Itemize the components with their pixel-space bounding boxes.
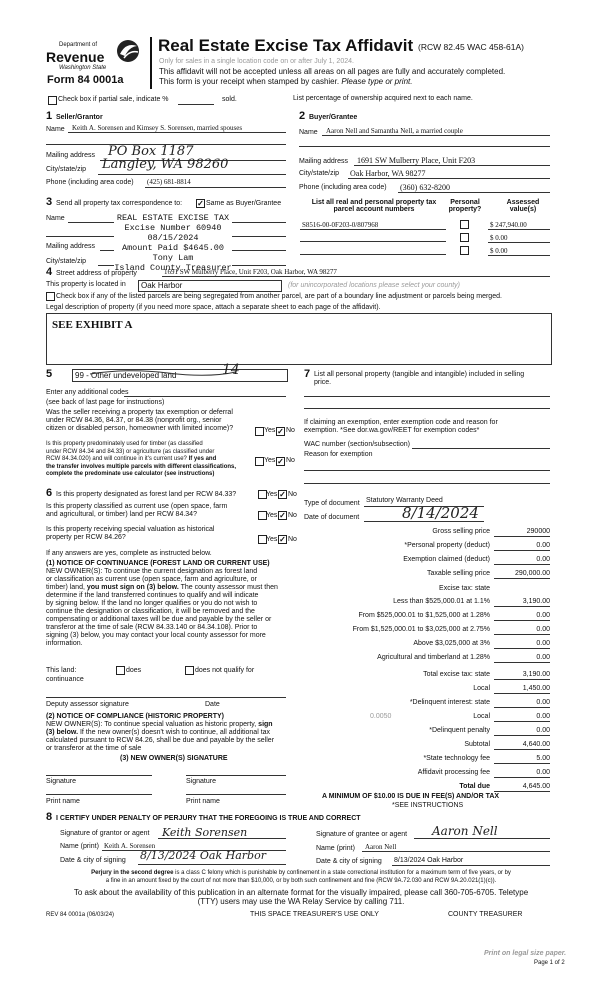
revision: REV 84 0001a (06/03/24) <box>46 912 115 918</box>
forest-yes-label: Yes <box>266 491 278 498</box>
grantee-signature[interactable]: Aaron Nell <box>432 824 498 838</box>
calc-value[interactable]: 0.00 <box>536 612 550 619</box>
seller-name[interactable]: Keith A. Sorensen and Kimsey S. Sorensen, married spouses <box>72 124 243 132</box>
partial-sold: sold. <box>222 96 237 103</box>
owner-print-label-2: Print name <box>186 798 220 805</box>
calc-label: *Delinquent penalty <box>429 727 490 734</box>
located-label: This property is located in <box>46 281 126 288</box>
stamp-line-2: Excise Number 60940 <box>124 223 222 233</box>
same-as-buyer-label: Same as Buyer/Grantee <box>206 200 282 207</box>
personal-property-checkbox-3[interactable] <box>460 246 469 255</box>
calc-underline <box>494 564 550 565</box>
alternate-format-notice: To ask about the availability of this publication in an alternate format for the visually impaired, please call 360-705-6705. Teletype (TTY) users may use the WA Relay Service by calling 711. <box>73 888 529 906</box>
current-use-yes-label: Yes <box>266 512 278 519</box>
new-owner-signature-title: (3) NEW OWNER(S) SIGNATURE <box>120 755 228 762</box>
calc-label: *State technology fee <box>423 755 490 762</box>
calc-underline <box>494 721 550 722</box>
q1-yes-label: Yes <box>264 427 276 434</box>
this-land-label: This land: <box>46 667 77 674</box>
section-4-number: 4 <box>46 266 53 278</box>
grantor-print-label: Name (print) <box>60 843 99 850</box>
calc-underline <box>494 550 550 551</box>
seller-mailing[interactable]: PO Box 1187 <box>108 144 194 159</box>
calc-label: *Delinquent interest: state <box>409 699 490 706</box>
forest-no-checkbox[interactable]: ✓ <box>279 490 286 499</box>
doc-date-label: Date of document <box>304 514 360 521</box>
calc-label: Less than $525,000.01 at 1.1% <box>393 598 490 605</box>
grantee-print-name[interactable]: Aaron Nell <box>365 843 397 851</box>
timber-question: Is this property predominately used for timber (as classified under RCW 84.34 and 84.33) or agriculture (as classified under RCW 84.34.020) and will continue in it's current use? If yes and the transfer involves multiple parcels with different classifications, complete the predominate use calculator (see instructions) <box>46 441 237 477</box>
calc-label: Taxable selling price <box>426 570 490 577</box>
partial-sale-label: Check box if partial sale, indicate % <box>58 96 169 103</box>
county-treasurer: COUNTY TREASURER <box>448 911 523 918</box>
property-use-code: 99 - Other undeveloped land <box>75 371 177 380</box>
calc-label: *Personal property (deduct) <box>404 542 490 549</box>
grantee-print-label: Name (print) <box>316 845 355 852</box>
list-percentage: List percentage of ownership acquired next to each name. <box>293 95 473 102</box>
buyer-mailing-label: Mailing address <box>299 158 349 165</box>
calc-underline <box>494 763 550 764</box>
buyer-name-label: Name <box>299 129 318 136</box>
calc-underline <box>494 735 550 736</box>
current-use-no-checkbox[interactable]: ✓ <box>279 511 286 520</box>
calc-underline <box>494 791 550 792</box>
does-not-checkbox[interactable] <box>185 666 194 675</box>
continuance-label: continuance <box>46 676 84 683</box>
see-back: (see back of last page for instructions) <box>46 399 165 406</box>
assessed-value-1[interactable]: $ 247,940.00 <box>490 221 527 229</box>
calc-value[interactable]: 4,640.00 <box>522 741 550 748</box>
personal-property-checkbox-2[interactable] <box>460 233 469 242</box>
forest-question: Is this property designated as forest land per RCW 84.33? <box>56 491 237 498</box>
calc-underline <box>494 777 550 778</box>
grantor-sig-label: Signature of grantor or agent <box>60 830 150 837</box>
local-rate: 0.0050 <box>370 713 392 720</box>
buyer-city[interactable]: Oak Harbor, WA 98277 <box>350 169 426 178</box>
minimum-due: A MINIMUM OF $10.00 IS DUE IN FEE(S) AND/OR TAX <box>322 793 500 800</box>
seller-heading: Seller/Grantor <box>56 114 103 121</box>
historic-no-checkbox[interactable]: ✓ <box>279 535 286 544</box>
calc-value[interactable]: 0.00 <box>536 542 550 549</box>
segregated-label: Check box if any of the listed parcels are being segregated from another parcel, are part of a boundary line adjustment or parcels being merged. <box>56 293 502 300</box>
seller-name-label: Name <box>46 126 65 133</box>
owner-signature-label-2: Signature <box>186 778 216 785</box>
page-number: Page 1 of 2 <box>534 960 565 966</box>
does-not-label: does not qualify for <box>195 667 255 674</box>
doc-type-label: Type of document <box>304 500 360 507</box>
header-note-2b: Please type or print. <box>341 77 413 86</box>
calc-label: Exemption claimed (deduct) <box>403 556 490 563</box>
state-line: Washington State <box>59 65 107 71</box>
historic-yes-label: Yes <box>266 536 278 543</box>
revenue-logo-text: Revenue <box>46 49 105 65</box>
reason-label: Reason for exemption <box>304 451 373 458</box>
calc-underline <box>494 749 550 750</box>
stamp-line-5: Tony Lam <box>152 253 194 263</box>
grantor-signature[interactable]: Keith Sorensen <box>162 826 248 839</box>
calc-label: Total due <box>459 783 490 790</box>
form-title: Real Estate Excise Tax Affidavit <box>158 36 414 55</box>
historic-no-label: No <box>288 536 297 543</box>
stamp-line-1: REAL ESTATE EXCISE TAX <box>116 213 230 223</box>
calc-underline <box>494 536 550 537</box>
perjury-notice: Perjury in the second degree is a class C felony which is punishable by confinement in a state correctional institution for a maximum term of five years, or by a fine in an amount fixed by the court of not more than $10,000, or by both such confinement and fine (RCW 9A.72.030 and RCW 9A.20.021(1)(c)). <box>91 870 511 884</box>
buyer-city-label: City/state/zip <box>299 170 340 177</box>
street-label: Street address of property <box>56 270 137 277</box>
calc-value[interactable]: 0.00 <box>536 654 550 661</box>
calc-label: From $1,525,000.01 to $3,025,000 at 2.75% <box>352 626 490 633</box>
section-6-number: 6 <box>46 487 53 499</box>
property-street[interactable]: 1691 SW Mulberry Place, Unit F203, Oak Harbor, WA 98277 <box>164 268 337 276</box>
treasurer-stamp <box>114 213 232 273</box>
grantor-print-name[interactable]: Keith A. Sorensen <box>104 842 156 850</box>
calc-label: Total excise tax: state <box>423 671 490 678</box>
calc-value[interactable]: 3,190.00 <box>522 598 550 605</box>
section-7-number: 7 <box>304 368 311 380</box>
grantor-date-city[interactable]: 8/13/2024 Oak Harbor <box>140 849 266 862</box>
owner-print-label-1: Print name <box>46 798 80 805</box>
calc-label: Subtotal <box>464 741 490 748</box>
calc-value[interactable]: 0.00 <box>536 727 550 734</box>
legal-label: Legal description of property (if you need more space, attach a separate sheet to each page of the affidavit). <box>46 304 381 311</box>
header-divider <box>150 37 152 89</box>
certify-statement: I CERTIFY UNDER PENALTY OF PERJURY THAT THE FOREGOING IS TRUE AND CORRECT <box>56 815 361 822</box>
q2-no-checkbox[interactable]: ✓ <box>277 457 284 466</box>
stamp-line-4: Amount Paid $4645.00 <box>121 243 225 253</box>
historic-question: Is this property receiving special valuation as historical property per RCW 84.26? <box>46 526 215 541</box>
calc-underline <box>494 634 550 635</box>
calc-value[interactable]: 0.00 <box>536 640 550 647</box>
section-8-number: 8 <box>46 811 53 823</box>
revenue-logo-icon <box>112 38 144 64</box>
grantee-date-label: Date & city of signing <box>316 858 382 865</box>
seller-phone-label: Phone (including area code) <box>46 179 134 186</box>
calc-label: Local <box>473 713 490 720</box>
seller-exemption-question: Was the seller receiving a property tax exemption or deferral under RCW 84.36, 84.37, or 84.38 (nonprofit org., senior citizen or disabled person, homeowner with limited income)? <box>46 409 234 432</box>
calc-underline <box>494 662 550 663</box>
if-yes-note: If any answers are yes, complete as instructed below. <box>46 550 212 557</box>
wac-label: WAC number (section/subsection) <box>304 441 410 448</box>
section-5-number: 5 <box>46 368 53 380</box>
calc-label: Excise tax: state <box>439 585 490 592</box>
calc-underline <box>494 679 550 680</box>
does-checkbox[interactable] <box>116 666 125 675</box>
parcel-col-2-header: Personal property? <box>448 199 482 213</box>
calc-value[interactable]: 4,645.00 <box>522 783 550 790</box>
watermark-note: Only for sales in a single location code on or after July 1, 2024. <box>159 58 354 65</box>
buyer-heading: Buyer/Grantee <box>309 114 358 121</box>
doc-type[interactable]: Statutory Warranty Deed <box>366 497 443 504</box>
notice-continuance: (1) NOTICE OF CONTINUANCE (FOREST LAND OR CURRENT USE) NEW OWNER(S): To continue the current designation as forest land or classification as current use (open space, farm and agriculture, or timber) land, you must sign on (3) below. The county assessor must then determine if the land transferred continues to qualify and will indicate by signing below. If the land no longer qualifies or you do not wish to continue the designation or classification, it will be removed and the compensating or additional taxes will be due and payable by the seller or transferor at the time of sale (RCW 84.33.140 or 84.34.108). Prior to signing (3) below, you may contact your local county assessor for more information. <box>46 560 278 647</box>
calc-value[interactable]: 0.00 <box>536 556 550 563</box>
s3-name-label: Name <box>46 215 65 222</box>
s3-city-label: City/state/zip <box>46 258 87 265</box>
does-label: does <box>126 667 142 674</box>
calc-label: Local <box>473 685 490 692</box>
calc-label: From $525,000.01 to $1,525,000 at 1.28% <box>358 612 490 619</box>
buyer-name[interactable]: Aaron Nell and Samantha Nell, a married couple <box>326 127 463 135</box>
grantor-date-label: Date & city of signing <box>60 857 126 864</box>
calc-underline <box>494 707 550 708</box>
calc-underline <box>494 620 550 621</box>
calc-underline <box>494 693 550 694</box>
correspondence-label: Send all property tax correspondence to: <box>56 200 183 207</box>
personal-property-list-label: List all personal property (tangible and intangible) included in selling price. <box>314 371 525 386</box>
q2-no-label: No <box>286 457 295 464</box>
deputy-date-label: Date <box>205 701 220 708</box>
parcel-number-1[interactable]: S8516-00-0F203-0/807968 <box>302 221 379 229</box>
exemption-instructions: If claiming an exemption, enter exemption code and reason for exemption. *See dor.wa.gov/REET for exemption codes* <box>304 419 498 434</box>
calc-label: Gross selling price <box>432 528 490 535</box>
calc-value[interactable]: 290000 <box>526 528 550 535</box>
header-note-2: This form is your receipt when stamped by cashier. Please type or print. <box>159 77 413 86</box>
current-use-question: Is this property classified as current use (open space, farm and agricultural, or timber) land per RCW 84.34? <box>46 503 228 518</box>
assessed-value-3[interactable]: $ 0.00 <box>490 247 508 255</box>
calc-value[interactable]: 3,190.00 <box>522 671 550 678</box>
treasurer-use-only: THIS SPACE TREASURER'S USE ONLY <box>250 911 379 918</box>
stamp-line-3: 08/15/2024 <box>147 233 199 243</box>
property-use-handwritten: 14 <box>222 362 240 378</box>
dept-line: Department of <box>59 42 98 48</box>
form-number: Form 84 0001a <box>47 74 124 86</box>
calc-value[interactable]: 0.00 <box>536 699 550 706</box>
location-select[interactable]: Oak Harbor <box>138 280 282 292</box>
calc-value[interactable]: 5.00 <box>536 755 550 762</box>
q1-no-label: No <box>286 427 295 434</box>
seller-phone[interactable]: (425) 681-8814 <box>147 178 191 186</box>
q1-yes-checkbox[interactable] <box>255 427 264 436</box>
current-use-no-label: No <box>288 512 297 519</box>
legal-description-box[interactable] <box>46 313 552 365</box>
calc-underline <box>494 578 550 579</box>
legal-paper-note: Print on legal size paper. <box>484 950 567 957</box>
calc-label: Agricultural and timberland at 1.28% <box>377 654 490 661</box>
buyer-phone-label: Phone (including area code) <box>299 184 387 191</box>
buyer-mailing[interactable]: 1691 SW Mulberry Place, Unit F203 <box>357 156 476 165</box>
owner-signature-label-1: Signature <box>46 778 76 785</box>
doc-date[interactable]: 8/14/2024 <box>402 504 479 522</box>
calc-value[interactable]: 0.00 <box>536 626 550 633</box>
deputy-signature-label: Deputy assessor signature <box>46 701 129 708</box>
form-rcw: (RCW 82.45 WAC 458-61A) <box>418 42 524 52</box>
grantee-date-city[interactable]: 8/13/2024 Oak Harbor <box>394 857 464 864</box>
q1-no-checkbox[interactable]: ✓ <box>277 427 284 436</box>
section-2-number: 2 <box>299 110 306 122</box>
q2-yes-checkbox[interactable] <box>255 457 264 466</box>
calc-value[interactable]: 290,000.00 <box>514 570 550 577</box>
grantee-sig-label: Signature of grantee or agent <box>316 831 408 838</box>
use-code-strikethrough <box>88 364 238 382</box>
calc-underline <box>494 606 550 607</box>
calc-value[interactable]: 0.00 <box>536 713 550 720</box>
calc-value[interactable]: 0.00 <box>536 769 550 776</box>
additional-codes-label: Enter any additional codes <box>46 389 129 396</box>
partial-sale-checkbox[interactable] <box>48 96 57 105</box>
parcel-col-3-header: Assessed value(s) <box>506 199 540 213</box>
seller-city[interactable]: Langley, WA 98260 <box>102 157 229 172</box>
section-3-number: 3 <box>46 196 53 208</box>
q2-yes-label: Yes <box>264 457 276 464</box>
seller-mailing-label: Mailing address <box>46 152 96 159</box>
see-instructions: *SEE INSTRUCTIONS <box>392 802 464 809</box>
s3-mailing-label: Mailing address <box>46 243 96 250</box>
stamp-line-6: Island County Treasurer <box>114 263 232 273</box>
calc-underline <box>494 648 550 649</box>
legal-description: SEE EXHIBIT A <box>52 319 133 331</box>
section-1-number: 1 <box>46 110 53 122</box>
seller-city-label: City/state/zip <box>46 166 87 173</box>
calc-label: Affidavit processing fee <box>417 769 490 776</box>
buyer-phone[interactable]: (360) 632-8200 <box>400 183 450 192</box>
forest-no-label: No <box>288 491 297 498</box>
header-note-1: This affidavit will not be accepted unless all areas on all pages are fully and accurately completed. <box>159 67 506 76</box>
personal-property-checkbox-1[interactable] <box>460 220 469 229</box>
same-as-buyer-checkbox[interactable]: ✓ <box>197 199 204 208</box>
parcel-col-1-header: List all real and personal property tax parcel account numbers <box>311 199 437 213</box>
calc-value[interactable]: 1,450.00 <box>522 685 550 692</box>
located-hint: (for unincorporated locations please select your county) <box>288 282 460 289</box>
calc-label: Above $3,025,000 at 3% <box>413 640 490 647</box>
segregated-checkbox[interactable] <box>46 292 55 301</box>
assessed-value-2[interactable]: $ 0.00 <box>490 234 508 242</box>
notice-compliance: (2) NOTICE OF COMPLIANCE (HISTORIC PROPERTY) NEW OWNER(S): To continue special valuation as historic property, sign (3) below. If the new owner(s) doesn't wish to continue, all additional tax calculated pursuant to RCW 84.26, shall be due and payable by the seller or transferor at the time of sale <box>46 713 275 752</box>
